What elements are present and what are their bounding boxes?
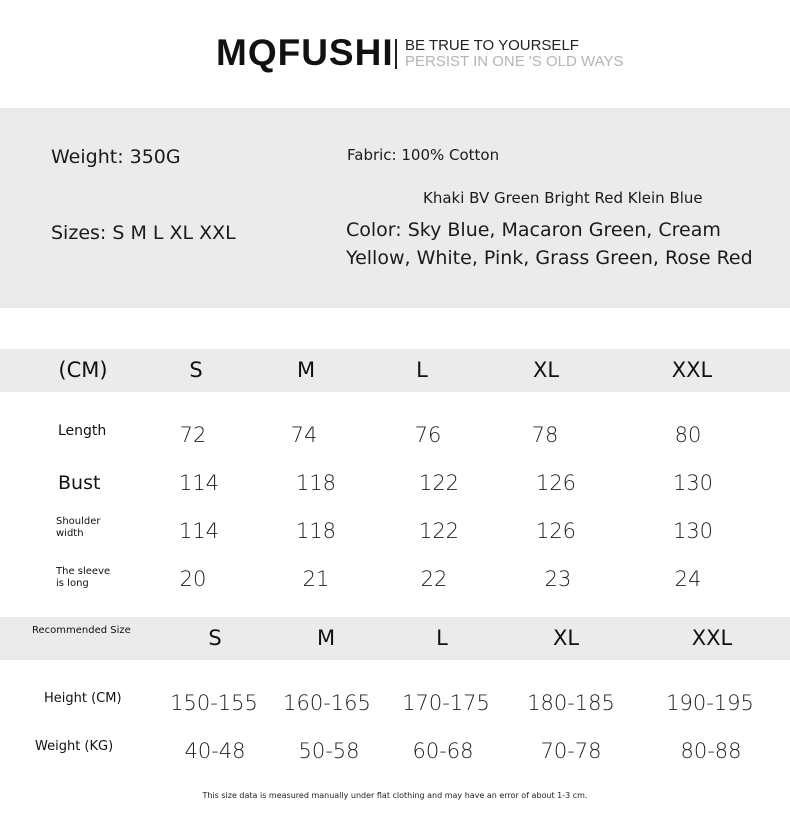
table-cell: 130 — [672, 519, 714, 543]
table-cell: 22 — [420, 567, 448, 591]
table-cell: 118 — [295, 519, 337, 543]
table-cell: 126 — [535, 471, 577, 495]
row-label-line: width — [56, 528, 84, 539]
rec-size-header-l: L — [436, 626, 448, 650]
row-label-bust: Bust — [58, 472, 101, 494]
table-cell: 126 — [535, 519, 577, 543]
fabric-spec: Fabric: 100% Cotton — [347, 146, 500, 164]
extra-colors: Khaki BV Green Bright Red Klein Blue — [423, 189, 703, 207]
tagline-primary: BE TRUE TO YOURSELF — [405, 37, 579, 54]
row-label-height: Height (CM) — [44, 691, 122, 706]
table-cell: 24 — [674, 567, 702, 591]
table-cell: 114 — [178, 471, 220, 495]
recommended-size-label: Recommended Size — [32, 625, 131, 636]
table-cell: 76 — [414, 423, 442, 447]
tagline-secondary: PERSIST IN ONE 'S OLD WAYS — [405, 53, 624, 70]
table-cell: 122 — [418, 519, 460, 543]
table-cell: 122 — [418, 471, 460, 495]
table-cell: 180-185 — [527, 691, 615, 715]
table-cell: 40-48 — [184, 739, 246, 763]
row-label-line: Shoulder — [56, 516, 101, 527]
table-cell: 80-88 — [680, 739, 742, 763]
table-cell: 60-68 — [412, 739, 474, 763]
table-cell: 20 — [179, 567, 207, 591]
table-cell: 150-155 — [170, 691, 258, 715]
row-label-line: The sleeve — [56, 566, 111, 577]
row-label-weight: Weight (KG) — [35, 739, 114, 754]
table-cell: 50-58 — [298, 739, 360, 763]
rec-size-header-xl: XL — [552, 626, 580, 650]
row-label-length: Length — [58, 423, 107, 439]
table-cell: 160-165 — [283, 691, 371, 715]
table-cell: 114 — [178, 519, 220, 543]
brand-logo: MQFUSHI — [216, 32, 394, 73]
table-cell: 130 — [672, 471, 714, 495]
size-header-xxl: XXL — [671, 358, 713, 382]
table-cell: 72 — [179, 423, 207, 447]
brand-divider — [395, 39, 397, 69]
spec-panel — [0, 108, 790, 308]
unit-header: (CM) — [58, 358, 108, 382]
table-cell: 170-175 — [402, 691, 490, 715]
row-label-sleeve-length — [56, 566, 110, 590]
table-cell: 21 — [302, 567, 330, 591]
rec-size-header-s: S — [208, 626, 222, 650]
row-label-shoulder-width — [56, 516, 101, 540]
size-header-s: S — [189, 358, 203, 382]
color-line-1: Color: Sky Blue, Macaron Green, Cream — [346, 219, 721, 241]
table-cell: 23 — [544, 567, 572, 591]
rec-size-header-m: M — [316, 626, 336, 650]
measurement-footnote: This size data is measured manually under flat clothing and may have an error of about 1-3 cm. — [202, 791, 588, 800]
row-label-line: is long — [56, 578, 89, 589]
table-cell: 190-195 — [666, 691, 754, 715]
weight-spec: Weight: 350G — [51, 146, 181, 168]
size-header-l: L — [416, 358, 428, 382]
rec-size-header-xxl: XXL — [691, 626, 733, 650]
size-header-xl: XL — [532, 358, 560, 382]
table-cell: 74 — [290, 423, 318, 447]
table-cell: 80 — [674, 423, 702, 447]
table-cell: 78 — [531, 423, 559, 447]
size-header-m: M — [296, 358, 316, 382]
color-line-2: Yellow, White, Pink, Grass Green, Rose Red — [346, 247, 753, 269]
table-cell: 118 — [295, 471, 337, 495]
sizes-spec: Sizes: S M L XL XXL — [51, 222, 236, 244]
recommended-header-band — [0, 617, 790, 660]
table-cell: 70-78 — [540, 739, 602, 763]
